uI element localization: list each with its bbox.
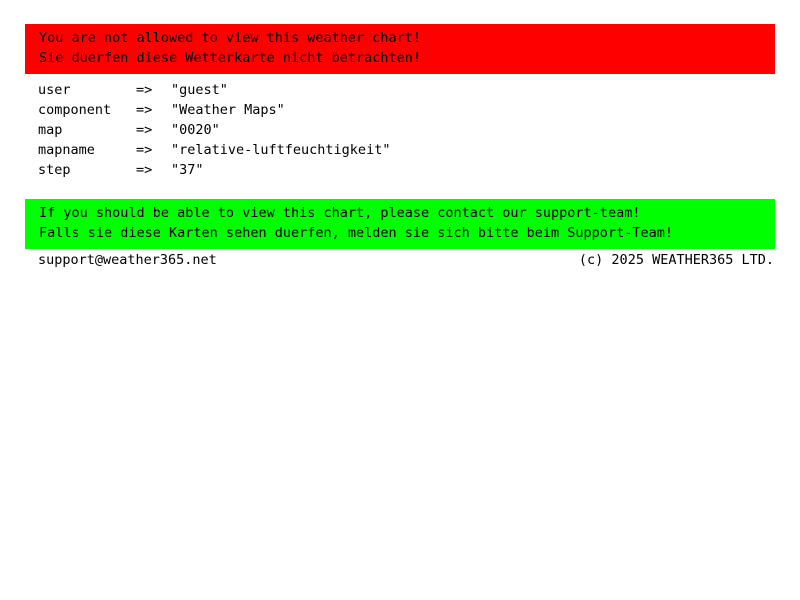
parameter-arrow: => xyxy=(136,102,153,118)
parameter-value: "Weather Maps" xyxy=(171,102,285,118)
parameter-list xyxy=(38,80,778,180)
parameter-arrow: => xyxy=(136,162,153,178)
parameter-arrow: => xyxy=(136,142,153,158)
parameter-value: "guest" xyxy=(171,82,228,98)
parameter-row-map xyxy=(38,120,778,140)
info-banner-line-en: If you should be able to view this chart, please contact our support-team! xyxy=(39,205,641,221)
parameter-key: user xyxy=(38,82,71,98)
info-banner xyxy=(25,199,775,249)
error-banner-line-en: You are not allowed to view this weather chart! xyxy=(39,30,422,46)
parameter-key: component xyxy=(38,102,112,118)
info-banner-line-de: Falls sie diese Karten sehen duerfen, melden sie sich bitte beim Support-Team! xyxy=(39,225,673,241)
error-banner xyxy=(25,24,775,74)
parameter-row-user xyxy=(38,80,778,100)
parameter-key: step xyxy=(38,162,71,178)
parameter-row-mapname xyxy=(38,140,778,160)
parameter-value: "0020" xyxy=(171,122,220,138)
error-banner-line-de: Sie duerfen diese Wetterkarte nicht betrachten! xyxy=(39,50,422,66)
footer xyxy=(38,250,774,270)
parameter-key: map xyxy=(38,122,63,138)
copyright-text: (c) 2025 WEATHER365 LTD. xyxy=(578,252,774,268)
parameter-key: mapname xyxy=(38,142,95,158)
parameter-row-step xyxy=(38,160,778,180)
parameter-arrow: => xyxy=(136,82,153,98)
parameter-value: "37" xyxy=(171,162,204,178)
parameter-value: "relative-luftfeuchtigkeit" xyxy=(171,142,391,158)
parameter-row-component xyxy=(38,100,778,120)
support-email-link[interactable]: support@weather365.net xyxy=(38,252,217,268)
parameter-arrow: => xyxy=(136,122,153,138)
